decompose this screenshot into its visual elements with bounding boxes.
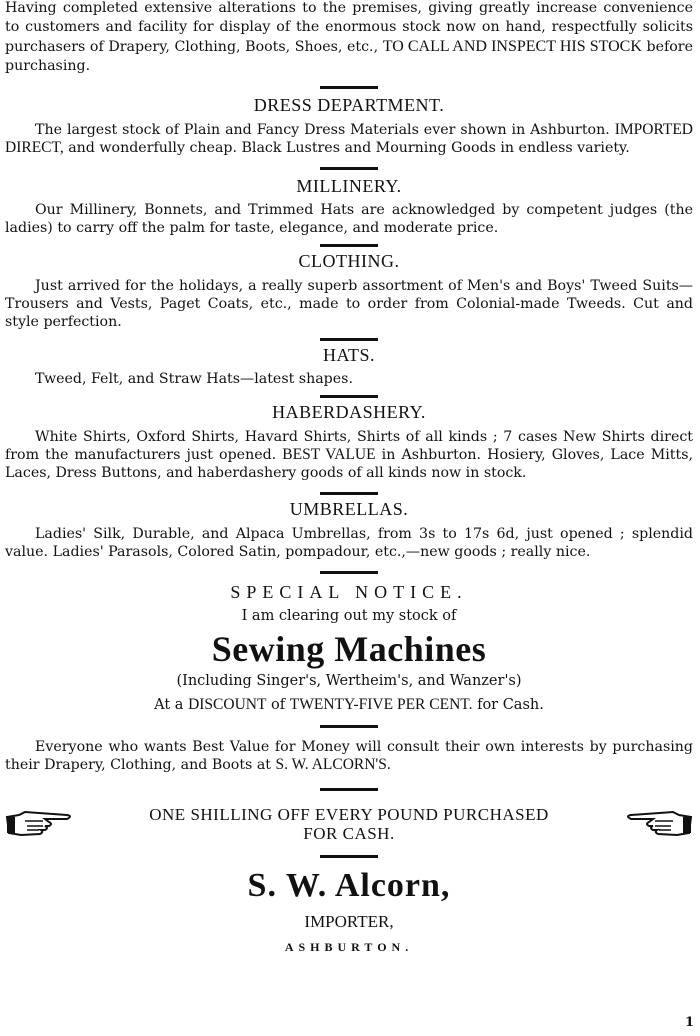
divider-rule	[320, 492, 378, 495]
hats-paragraph	[5, 370, 693, 388]
divider-rule	[320, 571, 378, 574]
best-value-text: Everyone who wants Best Value for Money will consult their own interests by purchasing their Drapery, Clothing, and Boots at	[5, 739, 693, 773]
divider-rule	[320, 244, 378, 247]
clothing-text: Just arrived for the holidays, a really superb assortment of Men's and Boys' Tweed Suits—Trousers and Vests, Paget Coats, etc., made to order from Colonial-made Tweeds. Cut and style perfection.	[5, 278, 693, 330]
divider-rule	[320, 167, 378, 170]
best-value-store: S. W. ALCORN'S.	[275, 756, 391, 773]
umbrellas-paragraph	[5, 525, 693, 561]
advertisement-page	[5, 0, 693, 955]
discount-text-b: of	[266, 697, 290, 713]
haberdashery-paragraph	[5, 428, 693, 482]
pointing-hand-left-icon	[623, 807, 693, 841]
haberdashery-text: White Shirts, Oxford Shirts, Havard Shirts, Shirts of all kinds ; 7 cases New Shirts direct from the manufacturers just opened.	[5, 429, 693, 463]
shilling-offer	[5, 805, 693, 843]
margin-page-mark: 1	[684, 1015, 694, 1030]
special-notice-line: I am clearing out my stock of	[241, 608, 457, 624]
dress-text-tail: and wonderfully cheap. Black Lustres and Mourning Goods in endless variety.	[63, 140, 630, 156]
sewing-machines-brands: (Including Singer's, Wertheim's, and Wanzer's)	[176, 673, 522, 689]
intro-text: Having completed extensive alterations to the premises, giving greatly increase convenience to customers and facility for display of the enormous stock now on hand, respectfully solicits purchasers of Drapery, Clothing, Boots, Shoes, etc.,	[5, 0, 693, 55]
intro-paragraph	[5, 0, 693, 76]
special-notice-heading: SPECIAL NOTICE.	[230, 582, 468, 602]
millinery-paragraph	[5, 201, 693, 237]
dress-text: The largest stock of Plain and Fancy Dress Materials ever shown in Ashburton.	[35, 122, 610, 138]
umbrellas-text: Ladies' Silk, Durable, and Alpaca Umbrellas, from 3s to 17s 6d, just opened ; splendid value. Ladies' Parasols, Colored Satin, pompadour, etc.,—new goods ; really nice.	[5, 526, 693, 560]
shilling-offer-text	[75, 805, 623, 843]
sewing-machines-discount	[5, 695, 693, 715]
pointing-hand-right-icon	[5, 807, 75, 841]
dress-paragraph	[5, 121, 693, 157]
divider-rule	[320, 86, 378, 89]
sewing-machines-title: Sewing Machines	[211, 629, 487, 669]
proprietor-title: IMPORTER,	[304, 912, 394, 931]
millinery-text: Our Millinery, Bonnets, and Trimmed Hats are acknowledged by competent judges (the ladies) to carry off the palm for taste, elegance, and moderate price.	[5, 202, 693, 236]
best-value-paragraph	[5, 738, 693, 774]
proprietor-town: ASHBURTON.	[284, 940, 414, 954]
intro-tail: before purchasing.	[5, 39, 693, 74]
divider-rule	[320, 725, 378, 728]
divider-rule	[320, 788, 378, 791]
shilling-offer-line: ONE SHILLING OFF EVERY POUND PURCHASED	[149, 805, 549, 824]
hats-text: Tweed, Felt, and Straw Hats—latest shapes.	[35, 371, 353, 387]
clothing-paragraph	[5, 277, 693, 331]
intro-call-to-action: TO CALL AND INSPECT HIS STOCK	[382, 38, 642, 55]
haberdashery-best-value: BEST VALUE	[282, 446, 376, 463]
heading-dress-department: DRESS DEPARTMENT.	[253, 95, 445, 115]
shilling-offer-line-2: FOR CASH.	[303, 824, 395, 843]
proprietor-name: S. W. Alcorn,	[247, 867, 451, 904]
heading-haberdashery: HABERDASHERY.	[272, 402, 426, 422]
discount-text-a: At a	[154, 697, 189, 713]
haberdashery-text-tail: in Ashburton. Hosiery, Gloves, Lace Mitts, Laces, Dress Buttons, and haberdashery goods of all kinds now in stock.	[5, 447, 693, 481]
heading-hats: HATS.	[322, 345, 375, 365]
discount-word: DISCOUNT	[188, 696, 267, 713]
divider-rule	[320, 855, 378, 858]
discount-text-c: for Cash.	[472, 697, 544, 713]
divider-rule	[320, 338, 378, 341]
heading-umbrellas: UMBRELLAS.	[289, 499, 409, 519]
heading-clothing: CLOTHING.	[298, 251, 400, 271]
discount-amount: TWENTY-FIVE PER CENT.	[289, 696, 473, 713]
heading-millinery: MILLINERY.	[296, 176, 402, 196]
dress-imported-direct: IMPORTED DIRECT,	[5, 121, 693, 156]
divider-rule	[320, 395, 378, 398]
